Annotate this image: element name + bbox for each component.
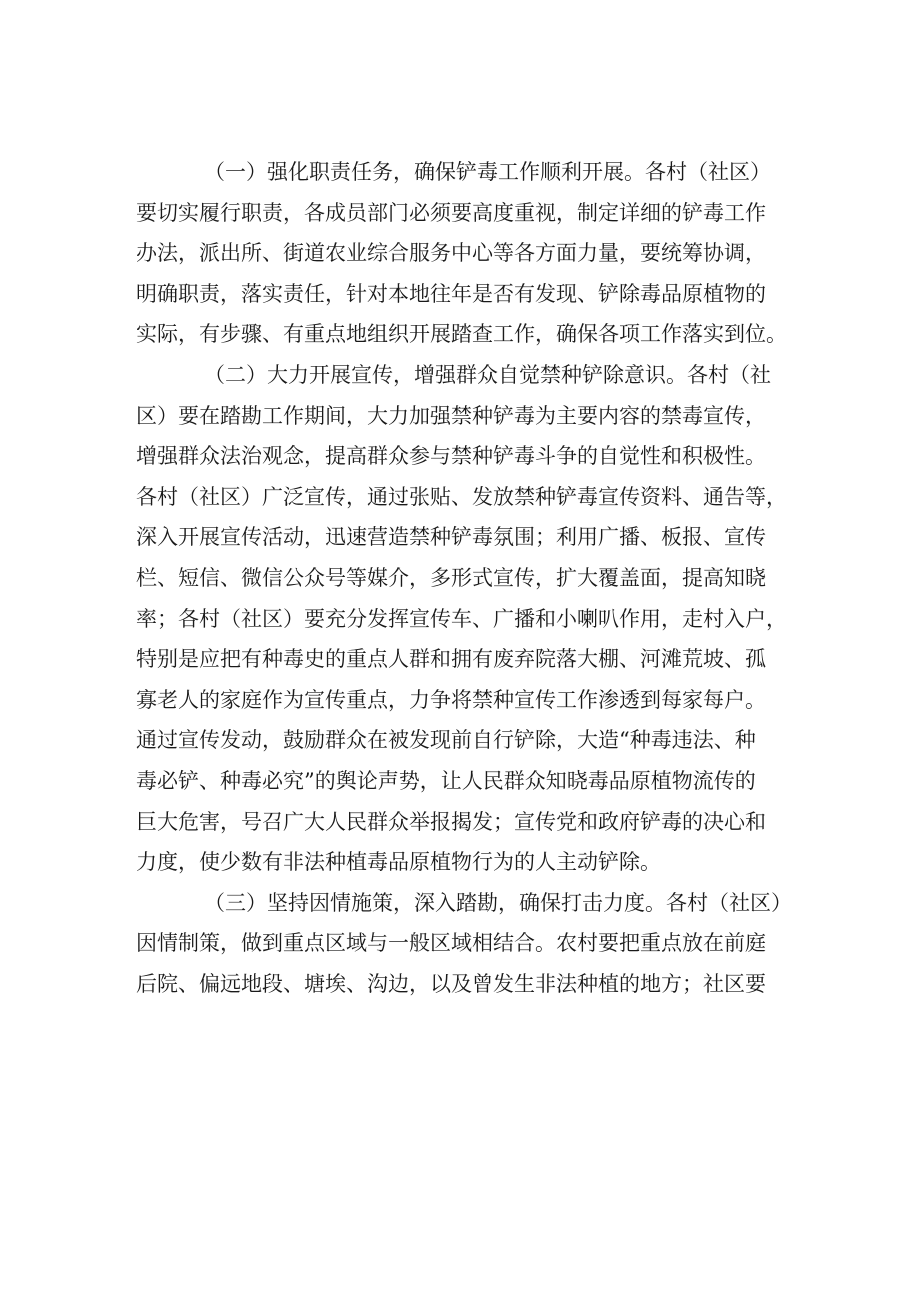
paragraph-3-line-1: （三）坚持因情施策，深入踏勘，确保打击力度。各村（社区） — [204, 890, 792, 915]
paragraph-1-line-5: 实际，有步骤、有重点地组织开展踏查工作，确保各项工作落实到位。 — [136, 322, 787, 347]
paragraph-2-line-7: 率；各村（社区）要充分发挥宣传车、广播和小喇叭作用，走村入户， — [136, 606, 787, 631]
paragraph-1 — [136, 152, 796, 355]
paragraph-2-line-2: 区）要在踏勘工作期间，大力加强禁种铲毒为主要内容的禁毒宣传， — [136, 403, 766, 428]
paragraph-3-line-3: 后院、偏远地段、塘埃、沟边，以及曾发生非法种植的地方；社区要 — [136, 971, 766, 996]
paragraph-2-line-8: 特别是应把有种毒史的重点人群和拥有废弃院落大棚、河滩荒坡、孤 — [136, 647, 766, 672]
document-body — [136, 152, 796, 1004]
paragraph-2 — [136, 355, 796, 883]
paragraph-2-line-13: 力度，使少数有非法种植毒品原植物行为的人主动铲除。 — [136, 850, 661, 875]
paragraph-2-line-11: 毒必铲、种毒必究”的舆论声势，让人民群众知晓毒品原植物流传的 — [136, 768, 756, 793]
paragraph-1-line-1: （一）强化职责任务，确保铲毒工作顺利开展。各村（社区） — [204, 160, 771, 184]
paragraph-3 — [136, 883, 796, 1005]
paragraph-2-line-6: 栏、短信、微信公众号等媒介，多形式宣传，扩大覆盖面，提高知晓 — [136, 565, 766, 590]
paragraph-2-line-9: 寡老人的家庭作为宣传重点，力争将禁种宣传工作渗透到每家每户。 — [136, 687, 766, 712]
paragraph-1-line-3: 办法，派出所、街道农业综合服务中心等各方面力量，要统筹协调， — [136, 241, 766, 266]
paragraph-2-line-3: 增强群众法治观念，提高群众参与禁种铲毒斗争的自觉性和积极性。 — [136, 444, 766, 469]
paragraph-2-line-4: 各村（社区）广泛宣传，通过张贴、发放禁种铲毒宣传资料、通告等， — [136, 484, 787, 509]
paragraph-2-line-1: （二）大力开展宣传，增强群众自觉禁种铲除意识。各村（社 — [204, 362, 771, 387]
paragraph-2-line-12: 巨大危害，号召广大人民群众举报揭发；宣传党和政府铲毒的决心和 — [136, 809, 766, 834]
paragraph-2-line-10: 通过宣传发动，鼓励群众在被发现前自行铲除，大造“种毒违法、种 — [136, 728, 756, 753]
paragraph-2-line-5: 深入开展宣传活动，迅速营造禁种铲毒氛围；利用广播、板报、宣传 — [136, 525, 766, 550]
paragraph-1-line-2: 要切实履行职责，各成员部门必须要高度重视，制定详细的铲毒工作 — [136, 200, 766, 225]
paragraph-1-line-4: 明确职责，落实责任，针对本地往年是否有发现、铲除毒品原植物的 — [136, 281, 766, 306]
paragraph-3-line-2: 因情制策，做到重点区域与一般区域相结合。农村要把重点放在前庭 — [136, 931, 766, 956]
